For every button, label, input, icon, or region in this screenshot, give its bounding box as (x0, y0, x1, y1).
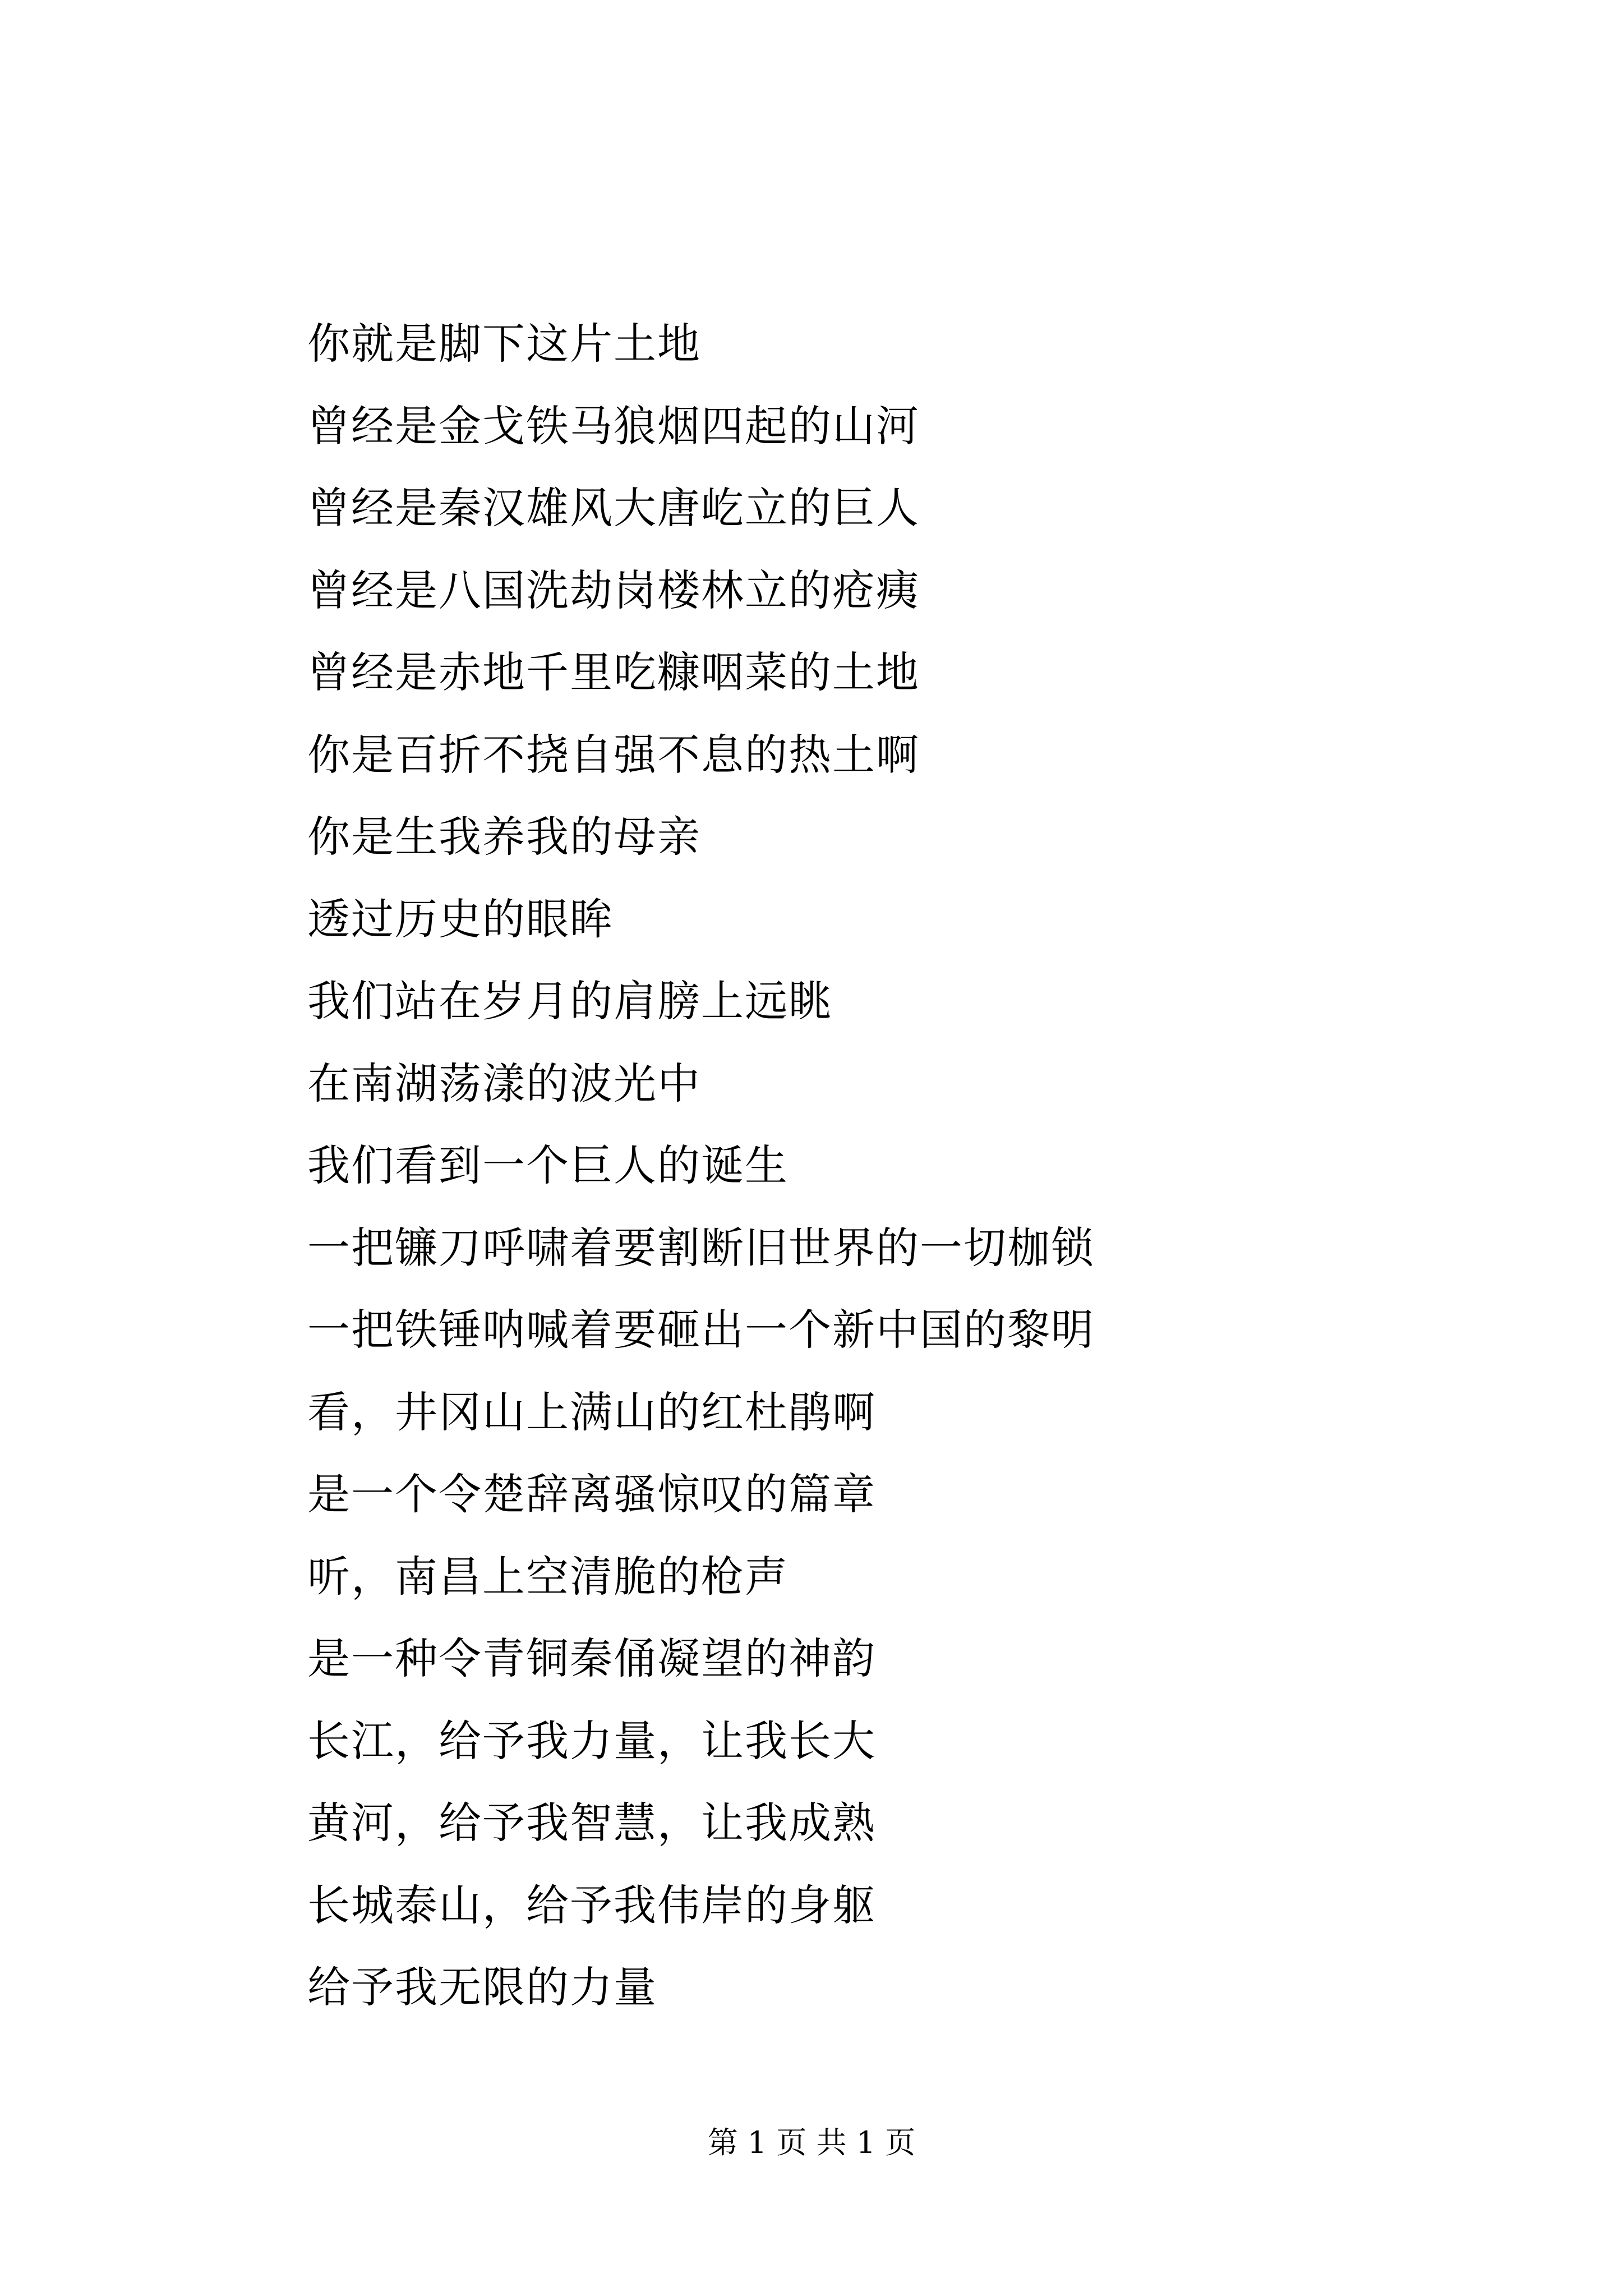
poem-line: 听，南昌上空清脆的枪声 (307, 1551, 789, 1602)
poem-line: 你是百折不挠自强不息的热土啊 (307, 729, 920, 780)
poem-line: 看，井冈山上满山的红杜鹃啊 (307, 1387, 876, 1437)
poem-line: 我们看到一个巨人的诞生 (307, 1140, 789, 1190)
poem-line: 一把镰刀呼啸着要割断旧世界的一切枷锁 (307, 1222, 1095, 1273)
poem-line: 长江，给予我力量，让我长大 (307, 1715, 876, 1766)
poem-line: 曾经是秦汉雄风大唐屹立的巨人 (307, 483, 920, 533)
poem-line: 我们站在岁月的肩膀上远眺 (307, 976, 832, 1026)
poem-line: 给予我无限的力量 (307, 1962, 657, 2012)
poem-line: 透过历史的眼眸 (307, 894, 614, 944)
poem-line: 曾经是金戈铁马狼烟四起的山河 (307, 401, 920, 451)
poem-line: 是一种令青铜秦俑凝望的神韵 (307, 1634, 876, 1683)
poem-line: 黄河，给予我智慧，让我成熟 (307, 1798, 876, 1848)
page-footer: 第 1 页 共 1 页 (707, 2125, 916, 2160)
poem-line: 一把铁锤呐喊着要砸出一个新中国的黎明 (307, 1305, 1095, 1355)
poem-line: 长城泰山，给予我伟岸的身躯 (307, 1880, 876, 1930)
poem-line: 曾经是赤地千里吃糠咽菜的土地 (307, 647, 920, 697)
poem-line: 曾经是八国洗劫岗楼林立的疮痍 (307, 565, 920, 615)
poem-line: 你就是脚下这片土地 (307, 319, 701, 369)
poem-body (307, 303, 1095, 2029)
poem-line: 是一个令楚辞离骚惊叹的篇章 (307, 1469, 876, 1519)
poem-line: 在南湖荡漾的波光中 (307, 1058, 701, 1108)
poem-line: 你是生我养我的母亲 (307, 812, 701, 862)
